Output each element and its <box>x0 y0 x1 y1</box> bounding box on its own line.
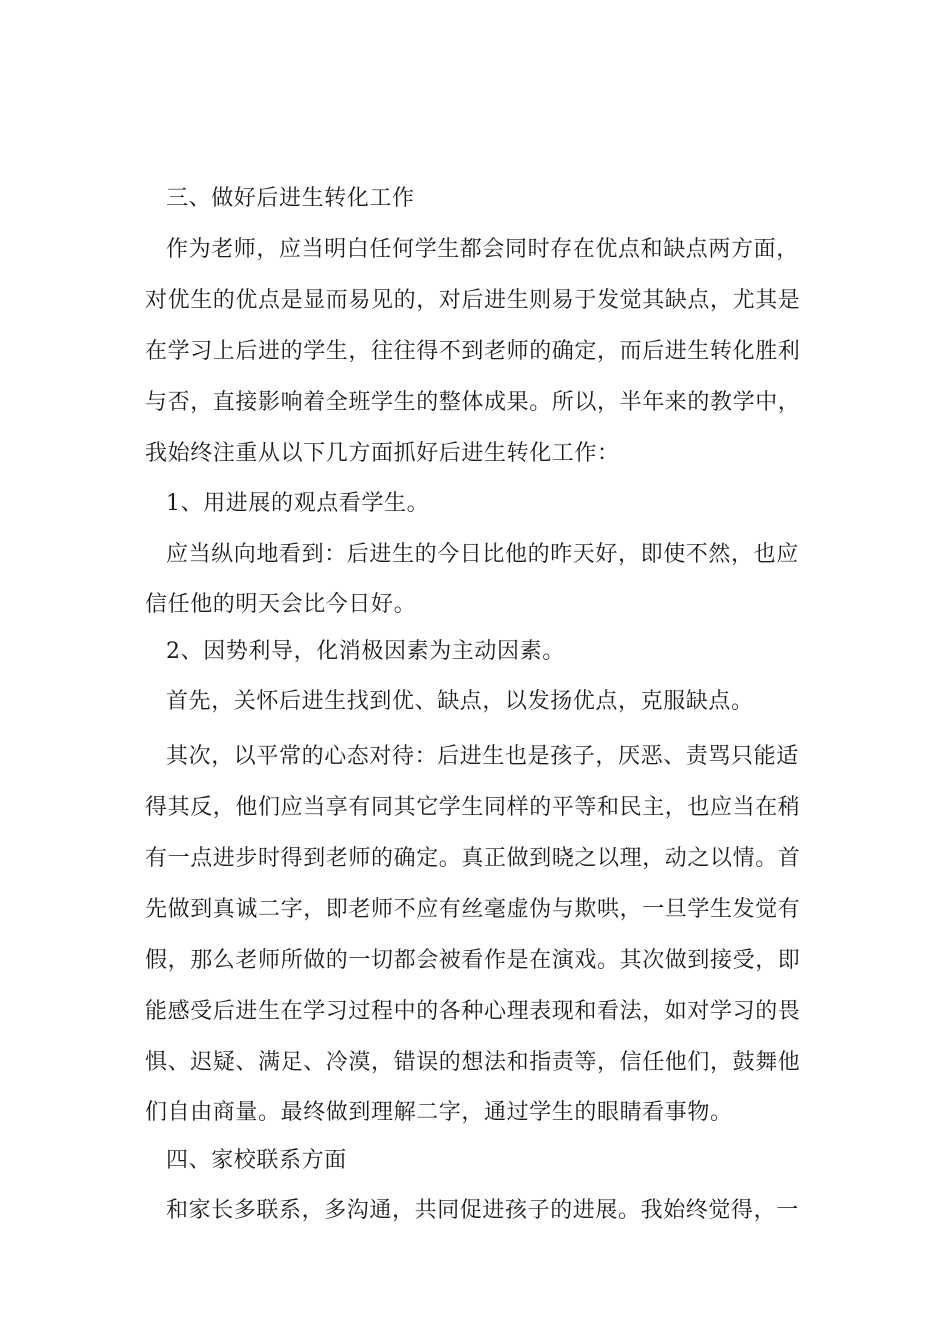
paragraph-line: 首先，关怀后进生找到优、缺点，以发扬优点，克服缺点。 <box>166 689 754 714</box>
paragraph-line: 其次，以平常的心态对待：后进生也是孩子，厌恶、责骂只能适 <box>166 744 799 769</box>
paragraph-line: 们自由商量。最终做到理解二字，通过学生的眼睛看事物。 <box>145 1100 733 1125</box>
paragraph-line: 作为老师，应当明白任何学生都会同时存在优点和缺点两方面， <box>166 237 799 262</box>
paragraph-line: 惧、迟疑、满足、冷漠，错误的想法和指责等，信任他们，鼓舞他 <box>145 1050 801 1075</box>
paragraph-line: 和家长多联系，多沟通，共同促进孩子的进展。我始终觉得，一 <box>166 1198 799 1223</box>
section-heading-4: 四、家校联系方面 <box>166 1148 347 1173</box>
paragraph-line: 对优生的优点是显而易见的，对后进生则易于发觉其缺点，尤其是 <box>145 288 801 313</box>
paragraph-line: 能感受后进生在学习过程中的各种心理表现和看法，如对学习的畏 <box>145 999 801 1024</box>
paragraph-line: 假，那么老师所做的一切都会被看作是在演戏。其次做到接受，即 <box>145 948 801 973</box>
paragraph-line: 有一点进步时得到老师的确定。真正做到晓之以理，动之以情。首 <box>145 846 801 871</box>
section-heading-3: 三、做好后进生转化工作 <box>166 186 415 211</box>
paragraph-line: 得其反，他们应当享有同其它学生同样的平等和民主，也应当在稍 <box>145 795 801 820</box>
paragraph-line: 在学习上后进的学生，往往得不到老师的确定，而后进生转化胜利 <box>145 339 801 364</box>
paragraph-line: 我始终注重从以下几方面抓好后进生转化工作： <box>145 441 620 466</box>
list-item-1: 1、用进展的观点看学生。 <box>166 491 430 516</box>
paragraph-line: 信任他的明天会比今日好。 <box>145 592 417 617</box>
paragraph-line: 应当纵向地看到：后进生的今日比他的昨天好，即使不然，也应 <box>166 542 799 567</box>
paragraph-line: 与否，直接影响着全班学生的整体成果。所以，半年来的教学中， <box>145 390 801 415</box>
paragraph-line: 先做到真诚二字，即老师不应有丝毫虚伪与欺哄，一旦学生发觉有 <box>145 897 801 922</box>
list-item-2: 2、因势利导，化消极因素为主动因素。 <box>166 639 565 664</box>
